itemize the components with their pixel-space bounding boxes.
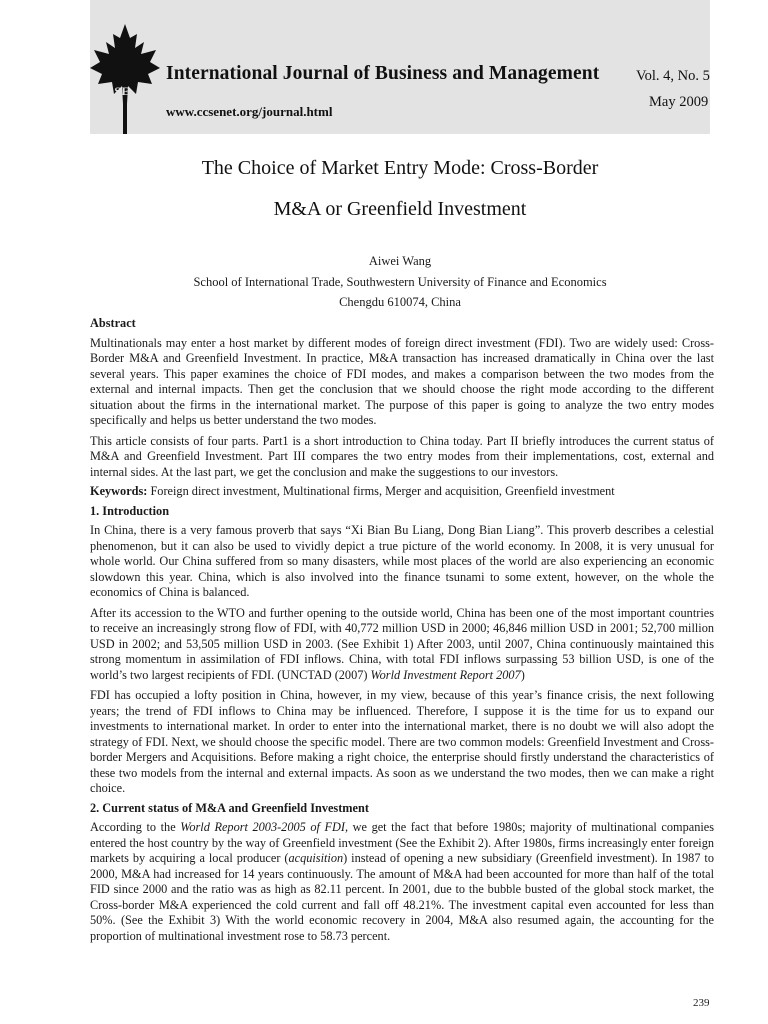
ccse-maple-leaf-logo (86, 24, 164, 136)
section-1-paragraph-2-text: After its accession to the WTO and further opening to the outside world, China has been one of the most important countries to receive an increasingly strong flow of FDI, with 40,772 million USD in 2000; 46,846 million USD in 2001; 52,700 million USD in 2002; and 53,505 million USD in 2003. (See Exhibit 1) After 2003, until 2007, China continuously maintained this strong momentum in assimilation of FDI inflows. China, with total FDI inflows surpassing 53 billion USD, is one of the world’s two largest recipients of FDI. (UNCTAD (2007) (90, 605, 714, 682)
section-2-paragraph-1-b: we get the fact that before 1980s; majority of multinational companies entered the host country by the way of Greenfield investment (See the Exhibit 2). After 1980s, firms increasingly enter foreign markets by acquiring a local producer ( (90, 820, 714, 865)
abstract-heading: Abstract (90, 316, 136, 330)
author-name: Aiwei Wang (368, 254, 432, 268)
section-1-heading: 1. Introduction (90, 503, 170, 518)
abstract-paragraph-2: This article consists of four parts. Part1 is a short introduction to China today. Part II briefly introduces the current status of M&A and Greenfield Investment. Part III compares the two entry modes from their implementations, cost, external and internal sides. At the last part, we get the conclusion and make the suggestions to our investors. (90, 433, 714, 479)
volume-number: Vol. 4, No. 5 (636, 68, 710, 84)
acquisition-italic: acquisition (288, 851, 344, 865)
article-title-line2: M&A or Greenfield Investment (273, 198, 527, 220)
abstract-section (90, 316, 714, 944)
section-2-paragraph-1-c: ) instead of opening a new subsidiary (Greenfield investment). In 1987 to 2000, M&A had increased for 14 years continuously. The amount of M&A had been accounted for more than half of the total FID since 2000 and the ratio was as high as 82.11 percent. In 2001, due to the bubble busted of the global stock market, the Cross-border M&A experienced the cold current and fall off 48.21%. The investment capital even accounted for less than 50%. (See the Exhibit 3) With the world economic recovery in 2004, M&A also resumed again, the accounting for the proportion of multinational investment rose to 58.73 percent. (90, 851, 714, 943)
section-1-paragraph-2 (90, 606, 714, 684)
abstract-paragraph-1: Multinationals may enter a host market by different modes of foreign direct investment (FDI). Two are widely used: Cross-Border M&A and Greenfield Investment. In practice, M&A transaction has increased dramatically in China over the last several years. This paper examines the choice of FDI modes, and makes a comparison between the two modes from the external and internal impacts. Then get the conclusion that we should choose the right mode according to the different situation about the firms in the international market. The purpose of this paper is going to analyze the two entry modes specifically and helps us better understand the two modes. (90, 335, 714, 427)
page-number: 239 (693, 997, 710, 1009)
report-title-italic: World Report 2003-2005 of FDI, (180, 820, 349, 834)
journal-url[interactable]: www.ccsenet.org/journal.html (166, 104, 333, 119)
author-affiliation: School of International Trade, Southwestern University of Finance and Economics (193, 275, 607, 289)
report-citation-title: World Investment Report 2007 (370, 667, 521, 682)
keywords-text: Foreign direct investment, Multinational firms, Merger and acquisition, Greenfield investment (147, 484, 615, 498)
section-1-paragraph-3: FDI has occupied a lofty position in China, however, in my view, because of this year’s finance crisis, the next following years; the trend of FDI inflows to China may be influenced. Therefore, I suppose it is the time for us to expand our investments to international market. In order to enter into the international market, there is no doubt we will also adopt the strategy of FDI. Next, we should choose the specific model. There are two common models: Greenfield Investment and Cross-border Mergers and Acquisitions. Before making a right choice, the enterprise should firstly understand the characteristics of these two models from the internal and external impacts. As soon as we understand the two modes, then we can make a right choice. (90, 688, 714, 795)
journal-title: International Journal of Business and Management (166, 63, 600, 84)
author-location: Chengdu 610074, China (339, 295, 461, 309)
keywords-label: Keywords: (90, 484, 148, 498)
section-2-paragraph-1-a: According to the (90, 820, 181, 834)
article-title-line1: The Choice of Market Entry Mode: Cross-Border (201, 157, 599, 179)
logo-text: CCSE (96, 84, 131, 98)
section-1-paragraph-1: In China, there is a very famous proverb that says “Xi Bian Bu Liang, Dong Bian Liang”. This proverb describes a celestial phenomenon, but it can also be used to vividly depict a true picture of the world economy. In 2008, it is very unusual for whole world. Our China suffered from so many disasters, while most places of the world are also experiencing an economic slowdown this year. China, which is also involved into the finance tsunami to some extent, however, on the whole the economics of China is balanced. (90, 523, 714, 599)
issue-date: May 2009 (649, 94, 709, 110)
section-2-paragraph-1 (90, 820, 714, 944)
keywords (90, 484, 714, 500)
section-2-heading: 2. Current status of M&A and Greenfield Investment (90, 800, 369, 815)
section-1-paragraph-2-end: ) (520, 667, 525, 682)
